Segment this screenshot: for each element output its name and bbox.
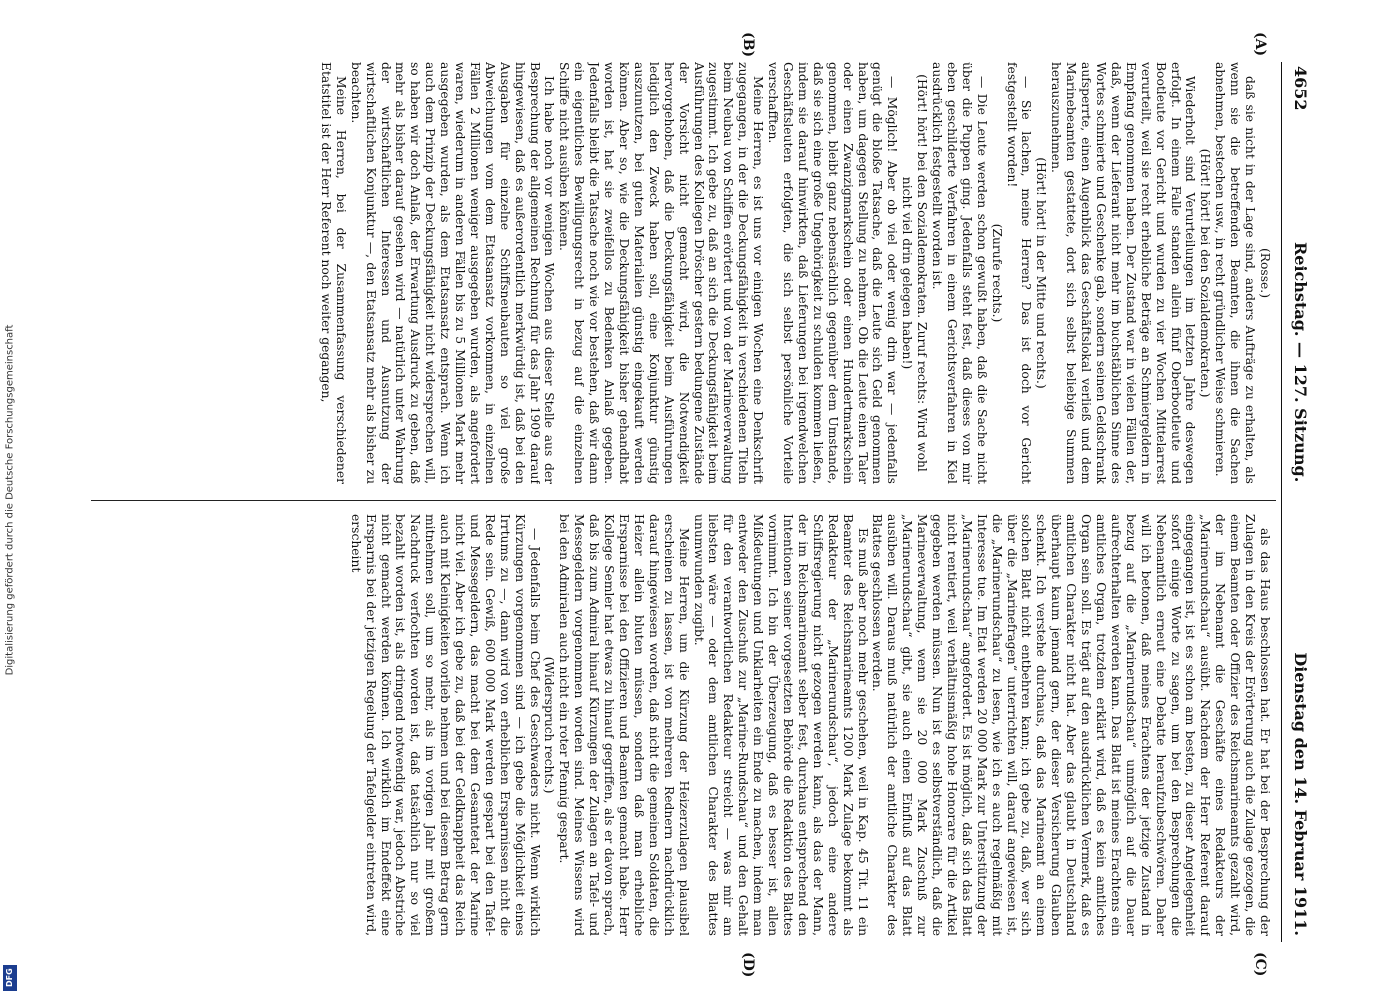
paragraph: Wiederholt sind Verurteilungen im letzten Jahre deswegen erfolgt. In einem Falle standen allein fünf Oberbootleute und Bootleute vor Gericht und wurden zu vier Wochen Mittelarrest verurteilt, weil sie recht erhebliche Beträge an Schmiergeldern in Empfang genommen haben. Der Zustand war in vielen Fällen der, daß, wenn der Lieferant nicht mehr im buchstäblichen Sinne des Wortes schmierte und Geschenke gab, sondern seinen Geldschrank aufsperrte, einen Augenblick das Geschäftslokal verließ und dem Marinebeamten gestattete, dort sich selbst beliebige Summen herauszunehmen. xyxy=(1049,62,1198,484)
interjection: (Hört! hört! bei den Sozialdemokraten. Zuruf rechts: Wird wohl nicht viel drin gelegen haben!) xyxy=(900,74,930,472)
margin-mark-b: (B) xyxy=(740,32,756,58)
interjection: (Zurufe rechts.) xyxy=(989,223,1004,323)
margin-mark-d: (D) xyxy=(740,952,756,978)
paragraph: Meine Herren, bei der Zusammenfassung verschiedener Etatstitel ist der Herr Referent noch weiter gegangen, xyxy=(318,62,348,484)
digitization-text: Digitalisierung gefördert durch die Deutsche Forschungsgemeinschaft xyxy=(4,324,16,676)
dfg-logo: DFG xyxy=(3,965,17,991)
paragraph: — Jedenfalls beim Chef des Geschwaders nicht. Wenn wirklich Kürzungen vorgenommen sind — ich gebe die Möglichkeit eines Irrtums zu —, dann wird von erheblichen Ersparnissen nicht die Rede sein. Gewiß, 600 000 Mark werden gespart bei den Tafel- und Messegeldern, das macht bei dem Gesamtetat der Marine nicht viel. Aber ich gebe zu, daß bei der Geldknappheit das Reich auch mit Kleinigkeiten vorlieb nehmen und bei diesem Betrag gern mitnehmen soll, um so mehr, als im vorigen Jahr mit großem Nachdruck verfochten worden ist, daß tatsächlich nur so viel bezahlt worden ist, als dringend notwendig war, jedoch Abstriche nicht gemacht werden können. Ich wirklich im Endeffekt eine Ersparnis bei der jetzigen Regelung der Tafelgelder eintreten wird, erscheint xyxy=(348,514,542,936)
page-header xyxy=(1281,62,1316,942)
left-text-column xyxy=(92,62,1272,484)
paragraph: — Die Leute werden schon gewußt haben, daß die Sache nicht über die Puppen ging. Jedenfalls steht fest, daß dieses von mir eben geschilderte Verfahren in einem Gerichtsverfahren in Kiel ausdrücklich festgestellt worden ist. xyxy=(930,62,989,484)
margin-mark-a: (A) xyxy=(1252,32,1268,57)
paragraph: Meine Herren, es ist uns vor einigen Wochen eine Denkschrift zugegangen, in der die Deckungsfähigkeit in verschiedenen Titeln beim Neubau von Schiffen erörtert und von der Marineverwaltung zugestimmt. Ich gebe zu, daß an sich die Deckungsfähigkeit beim Ausführungen des Kollegen Dröscher gestern bedungene Zustände der Vorsicht nicht gemacht wird, die Notwendigkeit hervorgehoben, daß die Deckungsfähigkeit beim Ausführungen lediglich den Zweck haben soll, eine Konjunktur günstig auszunutzen, bei guten Materialien günstig eingekauft werden können. Aber so, wie die Deckungsfähigkeit bisher gehandhabt worden ist, hat sie zweifellos zu Bedenken Anlaß gegeben. Jedenfalls bleibt die Tatsache noch wie vor bestehen, daß wir dann ein eigentliches Bewilligungsrecht in bezug auf die einzelnen Schiffe nicht ausüben können. xyxy=(557,62,766,484)
paragraph: als das Haus beschlossen hat. Er hat bei der Besprechung der Zulagen in den Kreis der Erörterung auch die Zulage gezogen, die einem Beamten oder Offizier des Reichsmarineamts gezahlt wird, der im Nebenamt die Geschäfte eines Redakteurs der „Marinerundschau“ ausübt. Nachdem der Herr Referent darauf eingegangen ist, ist es schon am besten, zu dieser Angelegenheit sofort einige Worte zu sagen, um bei den Besprechungen die Nebenamtlich erneut eine Debatte heraufzubeschwören. Daher will ich betonen, daß meines Erachtens der jetzige Zustand in bezug auf die „Marinerundschau“ unmöglich auf die Dauer aufrechterhalten werden kann. Das Blatt ist meines Erachtens ein amtliches Organ, trotzdem erklärt wird, daß es kein amtliches Organ sein soll. Es trägt auf den ausdrücklichen Vermerk, daß es amtlichen Charakter nicht hat. Aber das glaubt in Deutschland überhaupt kaum jemand gern, der dieser Versicherung Glauben schenkt. Ich verstehe durchaus, daß das Marineamt an einem solchen Blatt nicht entbehren kann; ich gebe zu, daß, wer sich über die „Marinefragen“ unterrichten will, darauf angewiesen ist, die „Marinerundschau“ zu lesen, wie ich es auch regelmäßig mit Interesse tue. Im Etat werden 20 000 Mark zur Unterstützung der „Marinerundschau“ angefordert. Es ist möglich, daß sich das Blatt nicht rentiert, weil verhältnismäßig hohe Honorare für die Artikel gegeben werden müssen. Nun ist es selbstverständlich, daß die Marineverwaltung, wenn sie 20 000 Mark Zuschuß zur „Marinerundschau“ gibt, sie auch einen Einfluß auf das Blatt ausüben will. Daraus muß natürlich der amtliche Charakter des Blattes geschlossen werden. xyxy=(870,514,1272,936)
interjection: (Hört! hört! bei den Sozialdemokraten.) xyxy=(1198,148,1213,398)
page-number: 4652 xyxy=(1291,66,1310,111)
paragraph: Ich habe noch vor wenigen Wochen aus dieser Stelle aus der Besprechung der allgemeinen Rechnung für das Jahr 1909 darauf hingewiesen, daß es außerordentlich merkwürdig ist, daß bei den Ausgaben für einzelne Schiffsneubauten so viel große Abweichungen vom dem Etatsansatz vorkommen, in einzelnen Fällen 2 Millionen weniger ausgegeben wurden, als angefordert waren, wiederum in anderen Fällen bis zu 5 Millionen Mark mehr ausgegeben wurden, als dem Etatsansatz entsprach. Wenn ich auch dem Prinzip der Deckungsfähigkeit nicht widersprechen will, so haben wir doch Anlaß, der Erwartung Ausdruck zu geben, daß mehr als bisher darauf gesehen wird — natürlich unter Wahrung der wirtschaftlichen Interessen und Ausnutzung der wirtschaftlichen Konjunktur —, den Etatsansatz mehr als bisher zu beachten. xyxy=(348,62,557,484)
paragraph: daß sie nicht in der Lage sind, anders Aufträge zu erhalten, als wenn sie die betreffenden Beamten, die ihnen die Sachen abnehmen, bestechen usw., in recht gründlicher Weise schmieren. xyxy=(1213,62,1258,484)
interjection: (Widerspruch rechts.) xyxy=(542,656,557,794)
paragraph: — Sie lachen, meine Herren? Das ist doch vor Gericht festgestellt worden! xyxy=(1004,62,1034,484)
interjection: (Hört! hört! in der Mitte und rechts.) xyxy=(1034,157,1049,389)
session-date: Dienstag den 14. Februar 1911. xyxy=(1291,652,1310,936)
page-content xyxy=(86,32,1316,978)
scanned-page xyxy=(86,32,1316,978)
paragraph: — Möglich! Aber ob viel oder wenig drin war — jedenfalls genügt die bloße Tatsache, daß die Leute sich Geld genommen haben, um dagegen Stellung zu nehmen. Ob die Leute einen Taler oder einen Zwanzigmarkschein oder einen Hundertmarkschein genommen, bleibt ganz nebensächlich gegenüber dem Umstande, daß sie sich eine große Ungehörigkeit zu schulden kommen ließen, indem sie darauf hinwirkten, daß Lieferungen bei irgendwelchen Geschäftsleuten erfolgten, die sich selbst persönliche Vorteile verschafften. xyxy=(766,62,900,484)
paragraph: Es muß aber noch mehr geschehen, weil in Kap. 45 Tit. 11 ein Beamter des Reichsmarineamts 1200 Mark Zulage bekommt als Redakteur der „Marinerundschau“, jedoch eine andere Schiffsregierung nicht gezogen werden kann, als das der Mann, der im Reichsmarineamt selber fest, durchaus entsprechend den Intentionen seiner vorgesetzten Behörde die Redaktion des Blattes vornimmt. Ich bin der Überzeugung, daß es besser ist, allen Mißdeutungen und Unklarheiten ein Ende zu machen, indem man entweder den Zuschuß zur „Marine-Rundschau“ und den Gehalt für den verantwortlichen Redakteur streicht — was mir am liebsten wäre — oder dem amtlichen Charakter des Blattes unumwunden zugibt. xyxy=(691,514,870,936)
digitization-note xyxy=(0,0,20,1000)
running-title: Reichstag. — 127. Sitzung. xyxy=(1291,242,1310,483)
right-text-column xyxy=(92,514,1272,936)
paragraph: Meine Herren, um die Kürzung der Heizerzulagen plausibel erscheinen zu lassen, ist von mehreren Rednern nachdrücklich darauf hingewiesen worden, daß nicht die gemeinen Soldaten, die Heizer allein bluten müssen, sondern daß man erhebliche Ersparnisse bei den Offizieren und Beamten gemacht habe. Herr Kollege Semler hat etwas zu hinauf gegriffen, als er davon sprach, daß bis zum Admiral hinauf Kürzungen der Zulagen an Tafel- und Messegeldern vorgenommen worden sind. Meines Wissens wird bei den Admiralen auch nicht ein roter Pfennig gespart. xyxy=(557,514,691,936)
interjection: (Rosse.) xyxy=(1258,247,1272,299)
margin-mark-c: (C) xyxy=(1252,952,1268,977)
column-divider xyxy=(91,500,1276,501)
